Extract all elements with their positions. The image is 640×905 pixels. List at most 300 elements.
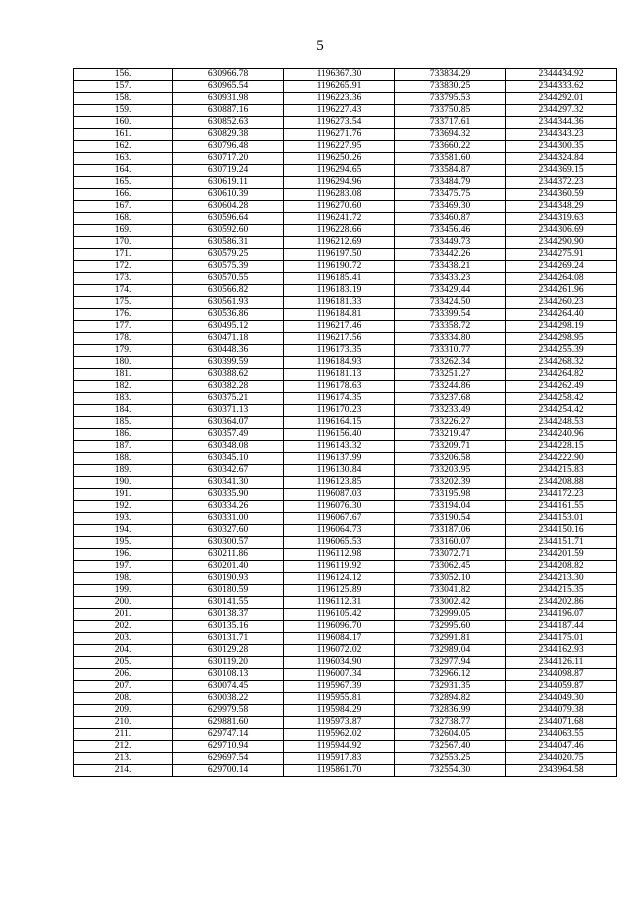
x-coord-2-cell: 733484.79 <box>395 177 506 189</box>
y-coord-2-cell: 2344187.44 <box>506 621 617 633</box>
x-coord-1-cell: 630371.13 <box>173 405 284 417</box>
x-coord-1-cell: 630190.93 <box>173 573 284 585</box>
y-coord-2-cell: 2344348.29 <box>506 201 617 213</box>
table-row <box>74 345 617 357</box>
table-row <box>74 189 617 201</box>
y-coord-1-cell: 1196064.73 <box>284 525 395 537</box>
y-coord-1-cell: 1196173.35 <box>284 345 395 357</box>
x-coord-1-cell: 630108.13 <box>173 669 284 681</box>
x-coord-2-cell: 733581.60 <box>395 153 506 165</box>
y-coord-2-cell: 2344434.92 <box>506 69 617 81</box>
point-number-cell: 203. <box>74 633 173 645</box>
x-coord-2-cell: 733251.27 <box>395 369 506 381</box>
x-coord-1-cell: 630345.10 <box>173 453 284 465</box>
point-number-cell: 188. <box>74 453 173 465</box>
table-row <box>74 141 617 153</box>
x-coord-2-cell: 733694.32 <box>395 129 506 141</box>
table-row <box>74 93 617 105</box>
point-number-cell: 210. <box>74 717 173 729</box>
x-coord-2-cell: 733475.75 <box>395 189 506 201</box>
point-number-cell: 156. <box>74 69 173 81</box>
table-row <box>74 297 617 309</box>
x-coord-1-cell: 630717.20 <box>173 153 284 165</box>
x-coord-2-cell: 733584.87 <box>395 165 506 177</box>
x-coord-1-cell: 629697.54 <box>173 753 284 765</box>
x-coord-2-cell: 733717.61 <box>395 117 506 129</box>
x-coord-1-cell: 630327.60 <box>173 525 284 537</box>
table-row <box>74 369 617 381</box>
y-coord-1-cell: 1196217.56 <box>284 333 395 345</box>
y-coord-1-cell: 1196156.40 <box>284 429 395 441</box>
table-row <box>74 333 617 345</box>
x-coord-1-cell: 630141.55 <box>173 597 284 609</box>
y-coord-2-cell: 2343964.58 <box>506 765 617 777</box>
table-row <box>74 177 617 189</box>
point-number-cell: 171. <box>74 249 173 261</box>
point-number-cell: 184. <box>74 405 173 417</box>
point-number-cell: 180. <box>74 357 173 369</box>
y-coord-2-cell: 2344047.46 <box>506 741 617 753</box>
y-coord-1-cell: 1196137.99 <box>284 453 395 465</box>
x-coord-2-cell: 733072.71 <box>395 549 506 561</box>
x-coord-2-cell: 733469.30 <box>395 201 506 213</box>
y-coord-1-cell: 1196184.93 <box>284 357 395 369</box>
point-number-cell: 176. <box>74 309 173 321</box>
y-coord-1-cell: 1196112.98 <box>284 549 395 561</box>
x-coord-1-cell: 630579.25 <box>173 249 284 261</box>
point-number-cell: 160. <box>74 117 173 129</box>
y-coord-1-cell: 1196181.33 <box>284 297 395 309</box>
y-coord-1-cell: 1196174.35 <box>284 393 395 405</box>
point-number-cell: 211. <box>74 729 173 741</box>
x-coord-1-cell: 630448.36 <box>173 345 284 357</box>
table-row <box>74 357 617 369</box>
y-coord-1-cell: 1196294.65 <box>284 165 395 177</box>
y-coord-1-cell: 1196241.72 <box>284 213 395 225</box>
y-coord-2-cell: 2344300.35 <box>506 141 617 153</box>
x-coord-1-cell: 630471.18 <box>173 333 284 345</box>
point-number-cell: 183. <box>74 393 173 405</box>
x-coord-1-cell: 629700.14 <box>173 765 284 777</box>
y-coord-1-cell: 1196170.23 <box>284 405 395 417</box>
point-number-cell: 166. <box>74 189 173 201</box>
point-number-cell: 185. <box>74 417 173 429</box>
y-coord-2-cell: 2344175.01 <box>506 633 617 645</box>
x-coord-2-cell: 733429.44 <box>395 285 506 297</box>
table-row <box>74 165 617 177</box>
y-coord-1-cell: 1196130.84 <box>284 465 395 477</box>
x-coord-1-cell: 630342.67 <box>173 465 284 477</box>
y-coord-2-cell: 2344319.63 <box>506 213 617 225</box>
point-number-cell: 200. <box>74 597 173 609</box>
point-number-cell: 174. <box>74 285 173 297</box>
table-row <box>74 573 617 585</box>
x-coord-2-cell: 732894.82 <box>395 693 506 705</box>
x-coord-2-cell: 732989.04 <box>395 645 506 657</box>
table-row <box>74 489 617 501</box>
y-coord-1-cell: 1196265.91 <box>284 81 395 93</box>
y-coord-1-cell: 1195984.29 <box>284 705 395 717</box>
point-number-cell: 169. <box>74 225 173 237</box>
y-coord-1-cell: 1196283.08 <box>284 189 395 201</box>
y-coord-1-cell: 1196087.03 <box>284 489 395 501</box>
table-row <box>74 513 617 525</box>
y-coord-2-cell: 2344268.32 <box>506 357 617 369</box>
x-coord-1-cell: 630561.93 <box>173 297 284 309</box>
point-number-cell: 177. <box>74 321 173 333</box>
table-row <box>74 393 617 405</box>
table-row <box>74 501 617 513</box>
y-coord-2-cell: 2344369.15 <box>506 165 617 177</box>
x-coord-2-cell: 733830.25 <box>395 81 506 93</box>
y-coord-2-cell: 2344208.88 <box>506 477 617 489</box>
y-coord-2-cell: 2344343.23 <box>506 129 617 141</box>
y-coord-2-cell: 2344258.42 <box>506 393 617 405</box>
point-number-cell: 167. <box>74 201 173 213</box>
y-coord-2-cell: 2344324.84 <box>506 153 617 165</box>
table-row <box>74 117 617 129</box>
y-coord-1-cell: 1195861.70 <box>284 765 395 777</box>
x-coord-1-cell: 630375.21 <box>173 393 284 405</box>
y-coord-2-cell: 2344228.15 <box>506 441 617 453</box>
x-coord-1-cell: 629979.58 <box>173 705 284 717</box>
table-row <box>74 201 617 213</box>
x-coord-2-cell: 732567.40 <box>395 741 506 753</box>
x-coord-1-cell: 630610.39 <box>173 189 284 201</box>
point-number-cell: 190. <box>74 477 173 489</box>
x-coord-1-cell: 630931.98 <box>173 93 284 105</box>
table-row <box>74 561 617 573</box>
x-coord-1-cell: 630575.39 <box>173 261 284 273</box>
point-number-cell: 157. <box>74 81 173 93</box>
point-number-cell: 186. <box>74 429 173 441</box>
x-coord-1-cell: 630966.78 <box>173 69 284 81</box>
y-coord-2-cell: 2344269.24 <box>506 261 617 273</box>
x-coord-2-cell: 733358.72 <box>395 321 506 333</box>
x-coord-2-cell: 732553.25 <box>395 753 506 765</box>
y-coord-2-cell: 2344360.59 <box>506 189 617 201</box>
x-coord-2-cell: 732836.99 <box>395 705 506 717</box>
x-coord-2-cell: 733237.68 <box>395 393 506 405</box>
x-coord-2-cell: 733750.85 <box>395 105 506 117</box>
y-coord-1-cell: 1196183.19 <box>284 285 395 297</box>
y-coord-2-cell: 2344153.01 <box>506 513 617 525</box>
y-coord-2-cell: 2344215.35 <box>506 585 617 597</box>
table-row <box>74 237 617 249</box>
y-coord-1-cell: 1196123.85 <box>284 477 395 489</box>
y-coord-2-cell: 2344344.36 <box>506 117 617 129</box>
y-coord-1-cell: 1196096.70 <box>284 621 395 633</box>
x-coord-2-cell: 733424.50 <box>395 297 506 309</box>
point-number-cell: 178. <box>74 333 173 345</box>
table-row <box>74 585 617 597</box>
table-row <box>74 441 617 453</box>
y-coord-2-cell: 2344240.96 <box>506 429 617 441</box>
x-coord-2-cell: 733438.21 <box>395 261 506 273</box>
y-coord-2-cell: 2344098.87 <box>506 669 617 681</box>
y-coord-1-cell: 1196164.15 <box>284 417 395 429</box>
x-coord-2-cell: 732554.30 <box>395 765 506 777</box>
y-coord-1-cell: 1196223.36 <box>284 93 395 105</box>
x-coord-2-cell: 733062.45 <box>395 561 506 573</box>
table-row <box>74 321 617 333</box>
point-number-cell: 170. <box>74 237 173 249</box>
y-coord-1-cell: 1196072.02 <box>284 645 395 657</box>
table-row <box>74 537 617 549</box>
y-coord-1-cell: 1196181.13 <box>284 369 395 381</box>
point-number-cell: 213. <box>74 753 173 765</box>
y-coord-2-cell: 2344248.53 <box>506 417 617 429</box>
x-coord-1-cell: 630719.24 <box>173 165 284 177</box>
y-coord-2-cell: 2344172.23 <box>506 489 617 501</box>
table-row <box>74 69 617 81</box>
y-coord-2-cell: 2344063.55 <box>506 729 617 741</box>
x-coord-1-cell: 630592.60 <box>173 225 284 237</box>
x-coord-2-cell: 733456.46 <box>395 225 506 237</box>
table-row <box>74 465 617 477</box>
y-coord-1-cell: 1196065.53 <box>284 537 395 549</box>
x-coord-2-cell: 732738.77 <box>395 717 506 729</box>
x-coord-2-cell: 733203.95 <box>395 465 506 477</box>
x-coord-1-cell: 630399.59 <box>173 357 284 369</box>
point-number-cell: 214. <box>74 765 173 777</box>
point-number-cell: 161. <box>74 129 173 141</box>
x-coord-2-cell: 733442.26 <box>395 249 506 261</box>
x-coord-2-cell: 733460.87 <box>395 213 506 225</box>
y-coord-2-cell: 2344196.07 <box>506 609 617 621</box>
point-number-cell: 198. <box>74 573 173 585</box>
x-coord-1-cell: 630357.49 <box>173 429 284 441</box>
y-coord-2-cell: 2344275.91 <box>506 249 617 261</box>
x-coord-1-cell: 630138.37 <box>173 609 284 621</box>
x-coord-1-cell: 630180.59 <box>173 585 284 597</box>
y-coord-2-cell: 2344264.82 <box>506 369 617 381</box>
x-coord-2-cell: 732977.94 <box>395 657 506 669</box>
y-coord-1-cell: 1196125.89 <box>284 585 395 597</box>
y-coord-2-cell: 2344264.08 <box>506 273 617 285</box>
y-coord-1-cell: 1196227.95 <box>284 141 395 153</box>
point-number-cell: 189. <box>74 465 173 477</box>
table-row <box>74 381 617 393</box>
x-coord-1-cell: 630331.00 <box>173 513 284 525</box>
table-row <box>74 249 617 261</box>
y-coord-1-cell: 1196124.12 <box>284 573 395 585</box>
table-row <box>74 105 617 117</box>
x-coord-2-cell: 732931.35 <box>395 681 506 693</box>
table-row <box>74 525 617 537</box>
page-number: 5 <box>316 38 324 54</box>
x-coord-2-cell: 733190.54 <box>395 513 506 525</box>
x-coord-1-cell: 630388.62 <box>173 369 284 381</box>
x-coord-1-cell: 630965.54 <box>173 81 284 93</box>
point-number-cell: 204. <box>74 645 173 657</box>
y-coord-1-cell: 1196227.43 <box>284 105 395 117</box>
table-row <box>74 405 617 417</box>
y-coord-1-cell: 1195944.92 <box>284 741 395 753</box>
x-coord-1-cell: 630852.63 <box>173 117 284 129</box>
x-coord-2-cell: 732604.05 <box>395 729 506 741</box>
x-coord-2-cell: 733262.34 <box>395 357 506 369</box>
x-coord-1-cell: 630566.82 <box>173 285 284 297</box>
table-row <box>74 153 617 165</box>
y-coord-2-cell: 2344255.39 <box>506 345 617 357</box>
y-coord-1-cell: 1196367.30 <box>284 69 395 81</box>
y-coord-2-cell: 2344261.96 <box>506 285 617 297</box>
x-coord-2-cell: 733209.71 <box>395 441 506 453</box>
point-number-cell: 206. <box>74 669 173 681</box>
point-number-cell: 202. <box>74 621 173 633</box>
table-row <box>74 429 617 441</box>
table-row <box>74 261 617 273</box>
x-coord-1-cell: 630348.08 <box>173 441 284 453</box>
y-coord-1-cell: 1196084.17 <box>284 633 395 645</box>
y-coord-2-cell: 2344208.82 <box>506 561 617 573</box>
x-coord-2-cell: 732966.12 <box>395 669 506 681</box>
x-coord-1-cell: 630119.20 <box>173 657 284 669</box>
x-coord-2-cell: 733187.06 <box>395 525 506 537</box>
x-coord-1-cell: 630201.40 <box>173 561 284 573</box>
y-coord-2-cell: 2344290.90 <box>506 237 617 249</box>
point-number-cell: 175. <box>74 297 173 309</box>
y-coord-1-cell: 1196294.96 <box>284 177 395 189</box>
y-coord-2-cell: 2344372.23 <box>506 177 617 189</box>
point-number-cell: 201. <box>74 609 173 621</box>
x-coord-1-cell: 630570.55 <box>173 273 284 285</box>
table-row <box>74 621 617 633</box>
x-coord-2-cell: 733041.82 <box>395 585 506 597</box>
point-number-cell: 192. <box>74 501 173 513</box>
y-coord-1-cell: 1196197.50 <box>284 249 395 261</box>
y-coord-1-cell: 1196250.26 <box>284 153 395 165</box>
table-row <box>74 753 617 765</box>
point-number-cell: 193. <box>74 513 173 525</box>
table-row <box>74 81 617 93</box>
point-number-cell: 209. <box>74 705 173 717</box>
y-coord-1-cell: 1196178.63 <box>284 381 395 393</box>
table-row <box>74 633 617 645</box>
point-number-cell: 196. <box>74 549 173 561</box>
x-coord-1-cell: 630887.16 <box>173 105 284 117</box>
point-number-cell: 158. <box>74 93 173 105</box>
x-coord-1-cell: 630596.64 <box>173 213 284 225</box>
table-row <box>74 213 617 225</box>
table-row <box>74 477 617 489</box>
y-coord-2-cell: 2344079.38 <box>506 705 617 717</box>
x-coord-1-cell: 630829.38 <box>173 129 284 141</box>
y-coord-2-cell: 2344262.49 <box>506 381 617 393</box>
x-coord-2-cell: 733449.73 <box>395 237 506 249</box>
y-coord-2-cell: 2344298.19 <box>506 321 617 333</box>
x-coord-1-cell: 630129.28 <box>173 645 284 657</box>
table-row <box>74 597 617 609</box>
table-row <box>74 765 617 777</box>
x-coord-2-cell: 733195.98 <box>395 489 506 501</box>
point-number-cell: 179. <box>74 345 173 357</box>
y-coord-2-cell: 2344071.68 <box>506 717 617 729</box>
point-number-cell: 207. <box>74 681 173 693</box>
x-coord-1-cell: 630341.30 <box>173 477 284 489</box>
y-coord-1-cell: 1196112.31 <box>284 597 395 609</box>
x-coord-1-cell: 630604.28 <box>173 201 284 213</box>
x-coord-2-cell: 733399.54 <box>395 309 506 321</box>
x-coord-1-cell: 630074.45 <box>173 681 284 693</box>
point-number-cell: 162. <box>74 141 173 153</box>
point-number-cell: 172. <box>74 261 173 273</box>
y-coord-1-cell: 1196217.46 <box>284 321 395 333</box>
x-coord-2-cell: 732991.81 <box>395 633 506 645</box>
y-coord-2-cell: 2344151.71 <box>506 537 617 549</box>
x-coord-1-cell: 630211.86 <box>173 549 284 561</box>
y-coord-1-cell: 1196271.76 <box>284 129 395 141</box>
y-coord-1-cell: 1196034.90 <box>284 657 395 669</box>
x-coord-1-cell: 630334.26 <box>173 501 284 513</box>
y-coord-2-cell: 2344222.90 <box>506 453 617 465</box>
x-coord-2-cell: 733194.04 <box>395 501 506 513</box>
y-coord-1-cell: 1196007.34 <box>284 669 395 681</box>
y-coord-2-cell: 2344126.11 <box>506 657 617 669</box>
x-coord-1-cell: 629710.94 <box>173 741 284 753</box>
point-number-cell: 164. <box>74 165 173 177</box>
y-coord-2-cell: 2344297.32 <box>506 105 617 117</box>
y-coord-2-cell: 2344162.93 <box>506 645 617 657</box>
point-number-cell: 182. <box>74 381 173 393</box>
x-coord-2-cell: 733433.23 <box>395 273 506 285</box>
x-coord-2-cell: 732999.05 <box>395 609 506 621</box>
x-coord-2-cell: 733002.42 <box>395 597 506 609</box>
y-coord-1-cell: 1196184.81 <box>284 309 395 321</box>
y-coord-2-cell: 2344202.86 <box>506 597 617 609</box>
x-coord-1-cell: 630364.07 <box>173 417 284 429</box>
point-number-cell: 191. <box>74 489 173 501</box>
y-coord-1-cell: 1196105.42 <box>284 609 395 621</box>
table-row <box>74 693 617 705</box>
y-coord-1-cell: 1196273.54 <box>284 117 395 129</box>
x-coord-2-cell: 733795.53 <box>395 93 506 105</box>
x-coord-1-cell: 630382.28 <box>173 381 284 393</box>
x-coord-2-cell: 733219.47 <box>395 429 506 441</box>
y-coord-2-cell: 2344049.30 <box>506 693 617 705</box>
point-number-cell: 165. <box>74 177 173 189</box>
y-coord-1-cell: 1196270.60 <box>284 201 395 213</box>
x-coord-2-cell: 733052.10 <box>395 573 506 585</box>
y-coord-2-cell: 2344292.01 <box>506 93 617 105</box>
x-coord-2-cell: 733233.49 <box>395 405 506 417</box>
x-coord-2-cell: 732995.60 <box>395 621 506 633</box>
y-coord-2-cell: 2344150.16 <box>506 525 617 537</box>
table-row <box>74 705 617 717</box>
x-coord-1-cell: 630495.12 <box>173 321 284 333</box>
y-coord-1-cell: 1195967.39 <box>284 681 395 693</box>
y-coord-1-cell: 1196228.66 <box>284 225 395 237</box>
y-coord-2-cell: 2344201.59 <box>506 549 617 561</box>
table-row <box>74 129 617 141</box>
table-row <box>74 717 617 729</box>
table-row <box>74 645 617 657</box>
x-coord-2-cell: 733244.86 <box>395 381 506 393</box>
x-coord-1-cell: 630135.16 <box>173 621 284 633</box>
coordinates-table <box>73 68 617 777</box>
y-coord-2-cell: 2344215.83 <box>506 465 617 477</box>
y-coord-1-cell: 1196076.30 <box>284 501 395 513</box>
point-number-cell: 208. <box>74 693 173 705</box>
table-row <box>74 657 617 669</box>
x-coord-2-cell: 733160.07 <box>395 537 506 549</box>
x-coord-2-cell: 733834.29 <box>395 69 506 81</box>
y-coord-1-cell: 1196185.41 <box>284 273 395 285</box>
point-number-cell: 173. <box>74 273 173 285</box>
x-coord-1-cell: 630335.90 <box>173 489 284 501</box>
point-number-cell: 205. <box>74 657 173 669</box>
